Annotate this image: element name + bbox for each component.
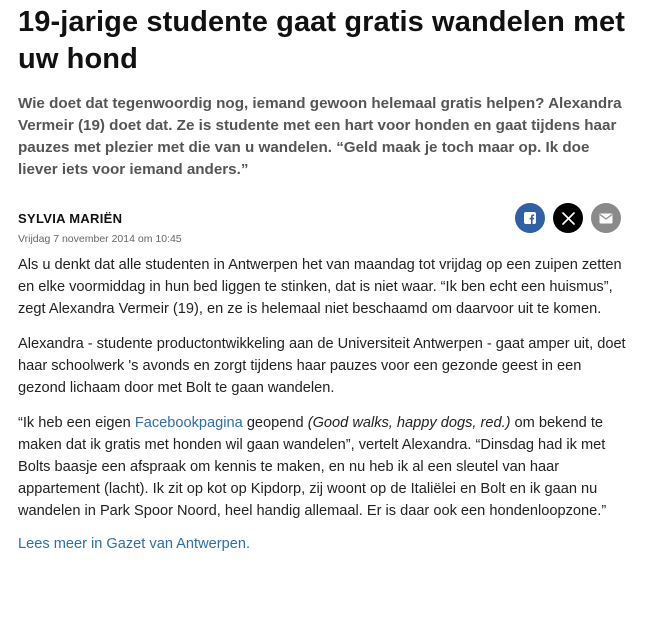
facebook-share-button[interactable] [515, 203, 545, 233]
facebook-icon [523, 211, 537, 225]
read-more-link[interactable]: Lees meer in Gazet van Antwerpen. [18, 536, 251, 552]
article-body [18, 254, 627, 555]
share-buttons [515, 203, 621, 233]
paragraph: Als u denkt dat alle studenten in Antwerpen het van maandag tot vrijdag op een zuipen zetten en elke voormiddag in hun bed liggen te stinken, dat is niet waar. “Ik ben echt een huismus”, zegt Alexandra Vermeir (19), en ze is helemaal niet beschaamd om daarvoor uit te komen. [18, 257, 622, 317]
paragraph [18, 412, 627, 522]
article-title: 19-jarige studente gaat gratis wandelen met uw hond [18, 6, 626, 75]
mail-share-button[interactable] [591, 203, 621, 233]
byline [18, 211, 627, 247]
paragraph: Alexandra - studente productontwikkeling aan de Universiteit Antwerpen - gaat amper uit, doet haar schoolwerk 's avonds en zorgt tijdens haar pauzes voor een gezonde geest in een gezond lichaam door met Bolt te gaan wandelen. [18, 336, 626, 396]
x-icon [562, 212, 575, 225]
quote-text: “Ik heb een eigen [18, 415, 135, 431]
quote-text: om bekend te maken dat ik gratis met honden wil gaan wandelen”, vertelt Alexandra. “Dinsdag had ik met Bolts baasje een afspraak om kennis te maken, en nu heb ik al een sleutel van haar appartement (lacht). Ik zit op kot op Kipdorp, zij woont op de Italiëlei en Bolt en ik gaan nu wandelen in Park Spoor Noord, heel handig allemaal. Er is daar ook een hondenloopzone.” [18, 415, 607, 519]
italic-note: (Good walks, happy dogs, red.) [307, 415, 511, 431]
author-name: SYLVIA MARIËN [18, 211, 123, 226]
article-lead: Wie doet dat tegenwoordig nog, iemand gewoon helemaal gratis helpen? Alexandra Vermeir (19) doet dat. Ze is studente met een hart voor honden en gaat tijdens haar pauzes met plezier met die van u wandelen. “Geld maak je toch maar op. Ik doe liever iets voor iemand anders.” [18, 95, 622, 178]
x-share-button[interactable] [553, 203, 583, 233]
facebook-page-link[interactable]: Facebookpagina [134, 415, 243, 431]
quote-text: geopend [242, 415, 308, 431]
mail-icon [599, 213, 613, 224]
publish-date: Vrijdag 7 november 2014 om 10:45 [18, 233, 182, 245]
